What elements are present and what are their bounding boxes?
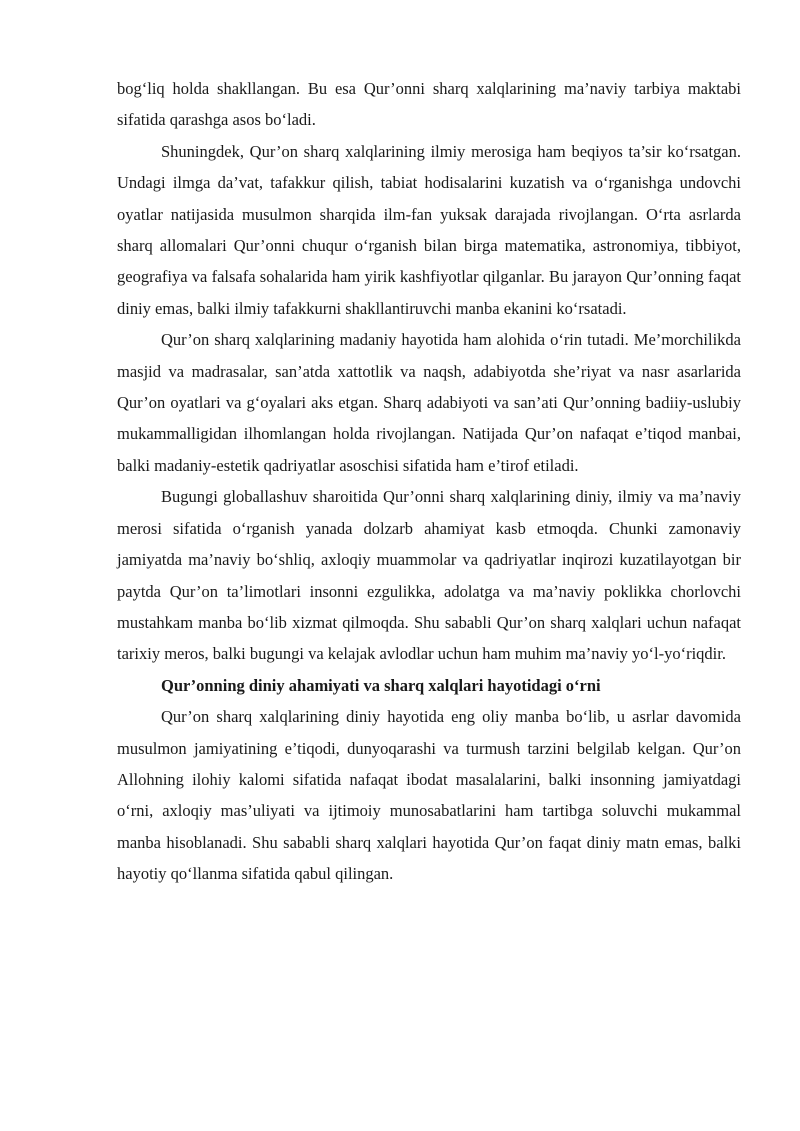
paragraph-religious-significance: Qur’on sharq xalqlarining diniy hayotida eng oliy manba bo‘lib, u asrlar davomida musulmon jamiyatining e’tiqodi, dunyoqarashi va turmush tarzini belgilab kelgan. Qur’on Allohning ilohiy kalomi sifatida nafaqat ibodat masalalarini, balki insonning jamiyatdagi o‘rni, axloqiy mas’uliyati va ijtimoiy munosabatlarini ham tartibga soluvchi mukammal manba hisoblanadi. Shu sababli sharq xalqlari hayotida Qur’on faqat diniy matn emas, balki hayotiy qo‘llanma sifatida qabul qilingan. bbox=[117, 707, 741, 884]
paragraph-cultural-life: Qur’on sharq xalqlarining madaniy hayotida ham alohida o‘rin tutadi. Me’morchilikda masjid va madrasalar, san’atda xattotlik va naqsh, adabiyotda she’riyat va nasr asarlarida Qur’on oyatlari va g‘oyalari aks etgan. Sharq adabiyoti va san’ati Qur’onning badiiy-uslubiy mukammalligidan ilhomlangan holda rivojlangan. Natijada Qur’on nafaqat e’tiqod manbai, balki madaniy-estetik qadriyatlar asoschisi sifatida ham e’tirof etiladi. bbox=[117, 330, 741, 475]
paragraph-continued: bog‘liq holda shakllangan. Bu esa Qur’onni sharq xalqlarining ma’naviy tarbiya maktabi sifatida qarashga asos bo‘ladi. bbox=[117, 79, 741, 130]
document-page bbox=[117, 73, 741, 890]
paragraph-globalization: Bugungi globallashuv sharoitida Qur’onni sharq xalqlarining diniy, ilmiy va ma’naviy merosi sifatida o‘rganish yanada dolzarb ahamiyat kasb etmoqda. Chunki zamonaviy jamiyatda ma’naviy bo‘shliq, axloqiy muammolar va qadriyatlar inqirozi kuzatilayotgan bir paytda Qur’on ta’limotlari insonni ezgulikka, adolatga va ma’naviy poklikka chorlovchi mustahkam manba bo‘lib xizmat qilmoqda. Shu sababli Qur’on sharq xalqlari uchun nafaqat tarixiy meros, balki bugungi va kelajak avlodlar uchun ham muhim ma’naviy yo‘l-yo‘riqdir. bbox=[117, 487, 741, 664]
section-heading: Qur’onning diniy ahamiyati va sharq xalqlari hayotidagi o‘rni bbox=[161, 675, 601, 695]
paragraph-scientific-heritage: Shuningdek, Qur’on sharq xalqlarining ilmiy merosiga ham beqiyos ta’sir ko‘rsatgan. Undagi ilmga da’vat, tafakkur qilish, tabiat hodisalarini kuzatish va o‘rganishga undovchi oyatlar natijasida musulmon sharqida ilm-fan yuksak darajada rivojlangan. O‘rta asrlarda sharq allomalari Qur’onni chuqur o‘rganish bilan birga matematika, astronomiya, tibbiyot, geografiya va falsafa sohalarida ham yirik kashfiyotlar qilganlar. Bu jarayon Qur’onning faqat diniy emas, balki ilmiy tafakkurni shakllantiruvchi manba ekanini ko‘rsatadi. bbox=[117, 141, 741, 318]
